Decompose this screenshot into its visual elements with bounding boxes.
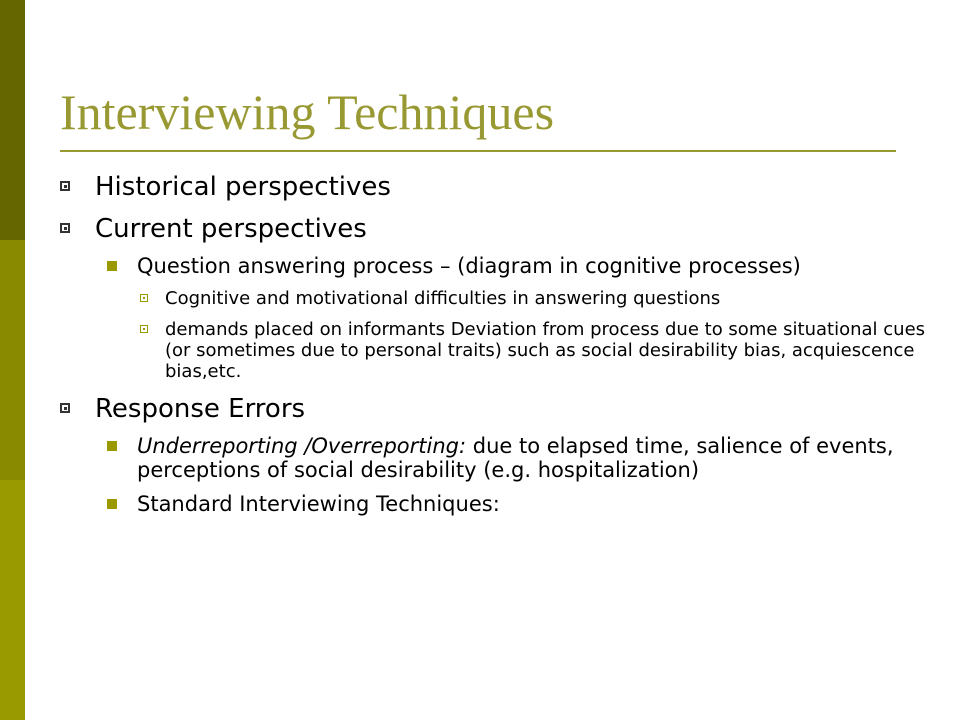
sub-sub-bullet-cognitive-difficulties: [60, 288, 930, 309]
sidebar-segment-top: [0, 0, 25, 240]
sub-bullet-question-answering-process: [60, 254, 930, 278]
bullet-italic-term: Underreporting /Overreporting:: [137, 434, 467, 458]
square-bullet-icon: [60, 403, 70, 413]
bullet-text: Standard Interviewing Techniques:: [137, 492, 500, 516]
bullet-current-perspectives: [60, 212, 930, 246]
slide-body: [60, 170, 930, 526]
bullet-text: Historical perspectives: [95, 172, 391, 202]
filled-square-bullet-icon: [107, 441, 117, 451]
bullet-historical-perspectives: [60, 170, 930, 204]
small-square-bullet-icon: [140, 294, 148, 302]
sub-sub-bullet-demands-on-informants: [60, 319, 930, 382]
bullet-text: Question answering process – (diagram in cognitive processes): [137, 254, 801, 278]
title-underline: [60, 150, 896, 152]
square-bullet-icon: [60, 223, 70, 233]
bullet-text: Current perspectives: [95, 214, 367, 244]
small-square-bullet-icon: [140, 325, 148, 333]
bullet-text: due to elapsed time, salience of events, perceptions of social desirability (e.g. hospitalization): [137, 434, 894, 482]
square-bullet-icon: [60, 181, 70, 191]
slide-title: Interviewing Techniques: [60, 84, 555, 140]
sidebar-segment-middle: [0, 240, 25, 480]
sidebar-accent-bar: [0, 0, 25, 720]
bullet-text: Cognitive and motivational difficulties in answering questions: [165, 288, 721, 309]
sub-bullet-underreporting: [60, 434, 930, 482]
bullet-text: Response Errors: [95, 394, 306, 424]
filled-square-bullet-icon: [107, 499, 117, 509]
sidebar-segment-bottom: [0, 480, 25, 720]
bullet-text: demands placed on informants Deviation from process due to some situational cues (or sometimes due to personal traits) such as social desirability bias, acquiescence bias,etc.: [165, 319, 926, 382]
filled-square-bullet-icon: [107, 261, 117, 271]
sub-bullet-standard-techniques: [60, 492, 930, 516]
bullet-response-errors: [60, 392, 930, 426]
